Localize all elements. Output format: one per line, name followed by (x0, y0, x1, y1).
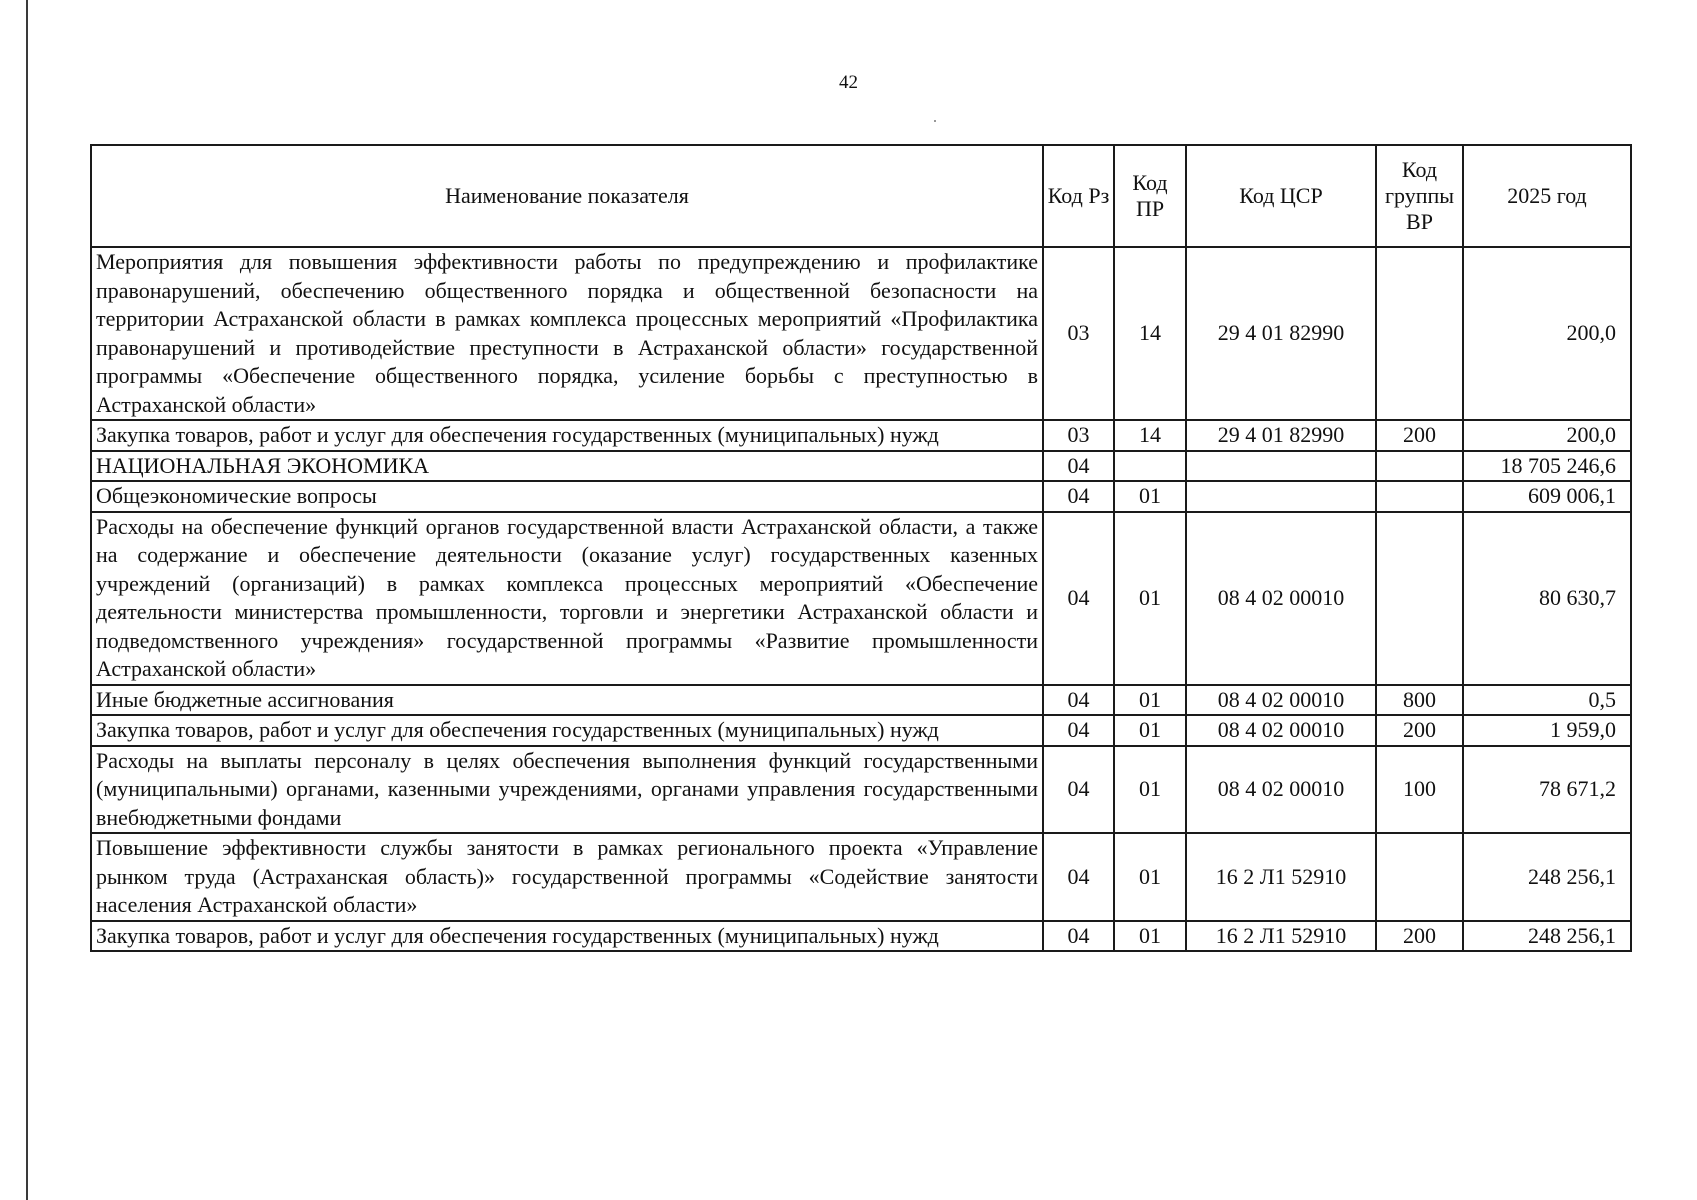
table-row (91, 512, 1631, 685)
cell-rz: 04 (1043, 746, 1114, 834)
cell-amount: 200,0 (1463, 420, 1631, 451)
cell-pr: 14 (1114, 247, 1186, 420)
cell-csr: 08 4 02 00010 (1186, 685, 1376, 716)
cell-amount: 80 630,7 (1463, 512, 1631, 685)
cell-vr (1376, 512, 1463, 685)
cell-vr: 200 (1376, 715, 1463, 746)
cell-vr (1376, 833, 1463, 921)
cell-csr: 16 2 Л1 52910 (1186, 921, 1376, 952)
table-row (91, 420, 1631, 451)
header-year: 2025 год (1463, 145, 1631, 247)
cell-amount: 248 256,1 (1463, 833, 1631, 921)
cell-name: Расходы на обеспечение функций органов государственной власти Астраханской области, а также на содержание и обеспечение деятельности (оказание услуг) государственных казенных учреждений (организаций) в рамках комплекса процессных мероприятий «Обеспечение деятельности министерства промышленности, торговли и энергетики Астраханской области и подведомственного учреждения» государственной программы «Развитие промышленности Астраханской области» (91, 512, 1043, 685)
table-row (91, 481, 1631, 512)
cell-name: Мероприятия для повышения эффективности работы по предупреждению и профилактике правонарушений, обеспечению общественного порядка и общественной безопасности на территории Астраханской области в рамках комплекса процессных мероприятий «Профилактика правонарушений и противодействие преступности в Астраханской области» государственной программы «Обеспечение общественного порядка, усиление борьбы с преступностью в Астраханской области» (91, 247, 1043, 420)
cell-amount: 78 671,2 (1463, 746, 1631, 834)
scan-speck (934, 120, 936, 122)
cell-csr: 08 4 02 00010 (1186, 715, 1376, 746)
cell-amount: 1 959,0 (1463, 715, 1631, 746)
header-pr: Код ПР (1114, 145, 1186, 247)
page-number: 42 (839, 72, 858, 93)
cell-amount: 0,5 (1463, 685, 1631, 716)
cell-csr: 08 4 02 00010 (1186, 746, 1376, 834)
header-rz: Код Рз (1043, 145, 1114, 247)
cell-amount: 609 006,1 (1463, 481, 1631, 512)
cell-csr: 29 4 01 82990 (1186, 420, 1376, 451)
cell-vr (1376, 451, 1463, 482)
cell-csr: 29 4 01 82990 (1186, 247, 1376, 420)
header-vr: Код группы ВР (1376, 145, 1463, 247)
header-csr: Код ЦСР (1186, 145, 1376, 247)
cell-pr (1114, 451, 1186, 482)
cell-vr: 100 (1376, 746, 1463, 834)
cell-csr (1186, 451, 1376, 482)
cell-amount: 18 705 246,6 (1463, 451, 1631, 482)
cell-pr: 01 (1114, 833, 1186, 921)
cell-name: Закупка товаров, работ и услуг для обеспечения государственных (муниципальных) нужд (91, 420, 1043, 451)
cell-vr (1376, 481, 1463, 512)
header-name: Наименование показателя (91, 145, 1043, 247)
table-row (91, 715, 1631, 746)
binding-line (26, 0, 28, 1200)
cell-name: Повышение эффективности службы занятости в рамках регионального проекта «Управление рынком труда (Астраханская область)» государственной программы «Содействие занятости населения Астраханской области» (91, 833, 1043, 921)
cell-pr: 01 (1114, 746, 1186, 834)
cell-rz: 04 (1043, 921, 1114, 952)
table-row (91, 746, 1631, 834)
cell-amount: 248 256,1 (1463, 921, 1631, 952)
table-row (91, 921, 1631, 952)
cell-name: НАЦИОНАЛЬНАЯ ЭКОНОМИКА (91, 451, 1043, 482)
cell-name: Общеэкономические вопросы (91, 481, 1043, 512)
cell-rz: 03 (1043, 247, 1114, 420)
cell-vr (1376, 247, 1463, 420)
cell-csr: 08 4 02 00010 (1186, 512, 1376, 685)
cell-rz: 04 (1043, 481, 1114, 512)
cell-name: Закупка товаров, работ и услуг для обеспечения государственных (муниципальных) нужд (91, 921, 1043, 952)
cell-rz: 04 (1043, 451, 1114, 482)
cell-pr: 01 (1114, 715, 1186, 746)
cell-pr: 14 (1114, 420, 1186, 451)
cell-pr: 01 (1114, 512, 1186, 685)
cell-csr (1186, 481, 1376, 512)
cell-rz: 04 (1043, 833, 1114, 921)
cell-vr: 200 (1376, 921, 1463, 952)
table-header-row (91, 145, 1631, 247)
budget-table (90, 144, 1632, 952)
cell-name: Закупка товаров, работ и услуг для обеспечения государственных (муниципальных) нужд (91, 715, 1043, 746)
cell-pr: 01 (1114, 921, 1186, 952)
cell-pr: 01 (1114, 685, 1186, 716)
cell-pr: 01 (1114, 481, 1186, 512)
cell-rz: 04 (1043, 512, 1114, 685)
table-body (91, 247, 1631, 951)
cell-csr: 16 2 Л1 52910 (1186, 833, 1376, 921)
table-row (91, 451, 1631, 482)
cell-vr: 200 (1376, 420, 1463, 451)
cell-rz: 04 (1043, 715, 1114, 746)
table-row (91, 685, 1631, 716)
cell-rz: 03 (1043, 420, 1114, 451)
cell-vr: 800 (1376, 685, 1463, 716)
cell-rz: 04 (1043, 685, 1114, 716)
table-row (91, 247, 1631, 420)
cell-name: Иные бюджетные ассигнования (91, 685, 1043, 716)
cell-amount: 200,0 (1463, 247, 1631, 420)
table-row (91, 833, 1631, 921)
cell-name: Расходы на выплаты персоналу в целях обеспечения выполнения функций государственными (муниципальными) органами, казенными учреждениями, органами управления государственными внебюджетными фондами (91, 746, 1043, 834)
